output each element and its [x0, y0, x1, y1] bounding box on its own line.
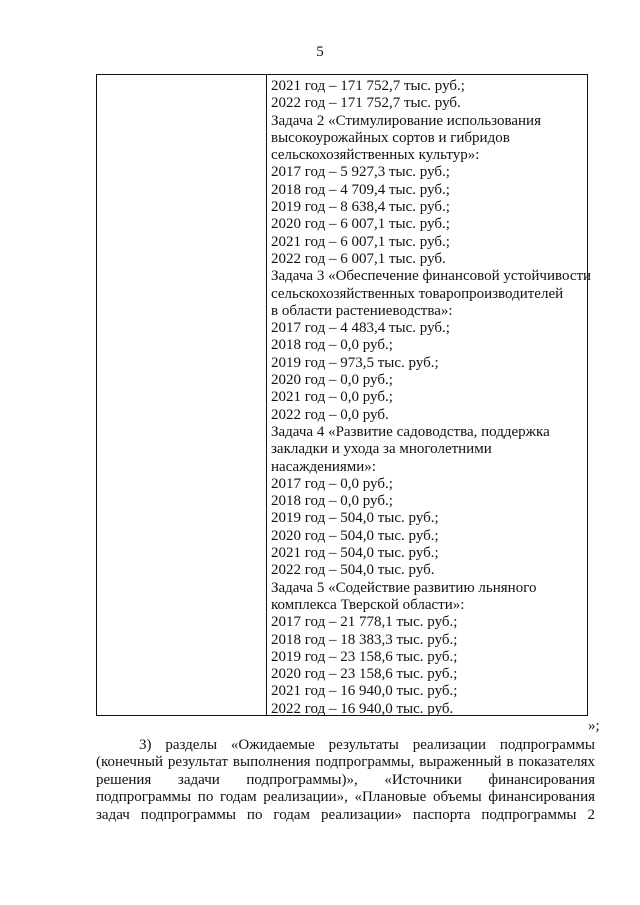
task-heading: Задача 2 «Стимулирование использования	[271, 112, 541, 129]
funding-line: 2022 год – 0,0 руб.	[271, 406, 389, 423]
body-paragraph	[96, 737, 595, 824]
funding-line: 2020 год – 23 158,6 тыс. руб.;	[271, 666, 458, 683]
task-heading: насаждениями»:	[271, 458, 376, 475]
funding-line: 2022 год – 504,0 тыс. руб.	[271, 562, 435, 579]
funding-line: 2021 год – 171 752,7 тыс. руб.;	[271, 78, 465, 94]
funding-line: 2019 год – 8 638,4 тыс. руб.;	[271, 199, 450, 216]
task-heading: закладки и ухода за многолетними	[271, 441, 492, 458]
funding-line: 2019 год – 973,5 тыс. руб.;	[271, 354, 439, 371]
funding-line: 2020 год – 504,0 тыс. руб.;	[271, 527, 439, 544]
task-heading: сельскохозяйственных товаропроизводителей	[271, 285, 564, 302]
funding-line: 2017 год – 5 927,3 тыс. руб.;	[271, 164, 450, 181]
funding-line: 2022 год – 16 940,0 тыс. руб.	[271, 700, 454, 717]
paragraph-line: подпрограммы по годам реализации», «Плановые объемы финансирования	[96, 789, 595, 806]
task-heading: высокоурожайных сортов и гибридов	[271, 129, 510, 146]
task-heading: сельскохозяйственных культур»:	[271, 147, 480, 164]
task-heading: комплекса Тверской области»:	[271, 596, 465, 613]
closing-quote: »;	[588, 718, 600, 734]
funding-line: 2020 год – 0,0 руб.;	[271, 372, 393, 389]
task-heading: Задача 4 «Развитие садоводства, поддержка	[271, 423, 550, 440]
funding-line: 2017 год – 0,0 руб.;	[271, 475, 393, 492]
funding-line: 2017 год – 21 778,1 тыс. руб.;	[271, 614, 458, 631]
funding-line: 2018 год – 4 709,4 тыс. руб.;	[271, 181, 450, 198]
page-number: 5	[316, 44, 324, 60]
funding-table	[96, 74, 592, 717]
funding-line: 2019 год – 504,0 тыс. руб.;	[271, 510, 439, 527]
paragraph-line: (конечный результат выполнения подпрограммы, выраженный в показателях	[96, 754, 595, 771]
column-divider	[266, 75, 267, 715]
funding-line: 2019 год – 23 158,6 тыс. руб.;	[271, 648, 458, 665]
funding-line: 2022 год – 6 007,1 тыс. руб.	[271, 250, 446, 267]
funding-line: 2021 год – 16 940,0 тыс. руб.;	[271, 683, 458, 700]
funding-line: 2021 год – 504,0 тыс. руб.;	[271, 545, 439, 562]
funding-line: 2017 год – 4 483,4 тыс. руб.;	[271, 320, 450, 337]
paragraph-line: решения задачи подпрограммы)», «Источники финансирования	[96, 771, 595, 788]
task-heading: Задача 5 «Содействие развитию льняного	[271, 579, 537, 596]
funding-line: 2022 год – 171 752,7 тыс. руб.	[271, 95, 461, 112]
funding-line: 2018 год – 18 383,3 тыс. руб.;	[271, 631, 458, 648]
task-heading: в области растениеводства»:	[271, 302, 453, 319]
funding-line: 2020 год – 6 007,1 тыс. руб.;	[271, 216, 450, 233]
funding-line: 2018 год – 0,0 руб.;	[271, 493, 393, 510]
task-heading: Задача 3 «Обеспечение финансовой устойчивости	[271, 268, 592, 285]
paragraph-line: задач подпрограммы по годам реализации» паспорта подпрограммы 2	[96, 806, 595, 823]
paragraph-line: 3) разделы «Ожидаемые результаты реализации подпрограммы	[139, 737, 595, 753]
funding-line: 2021 год – 0,0 руб.;	[271, 389, 393, 406]
funding-cell	[271, 78, 592, 718]
funding-line: 2018 год – 0,0 руб.;	[271, 337, 393, 354]
funding-line: 2021 год – 6 007,1 тыс. руб.;	[271, 233, 450, 250]
